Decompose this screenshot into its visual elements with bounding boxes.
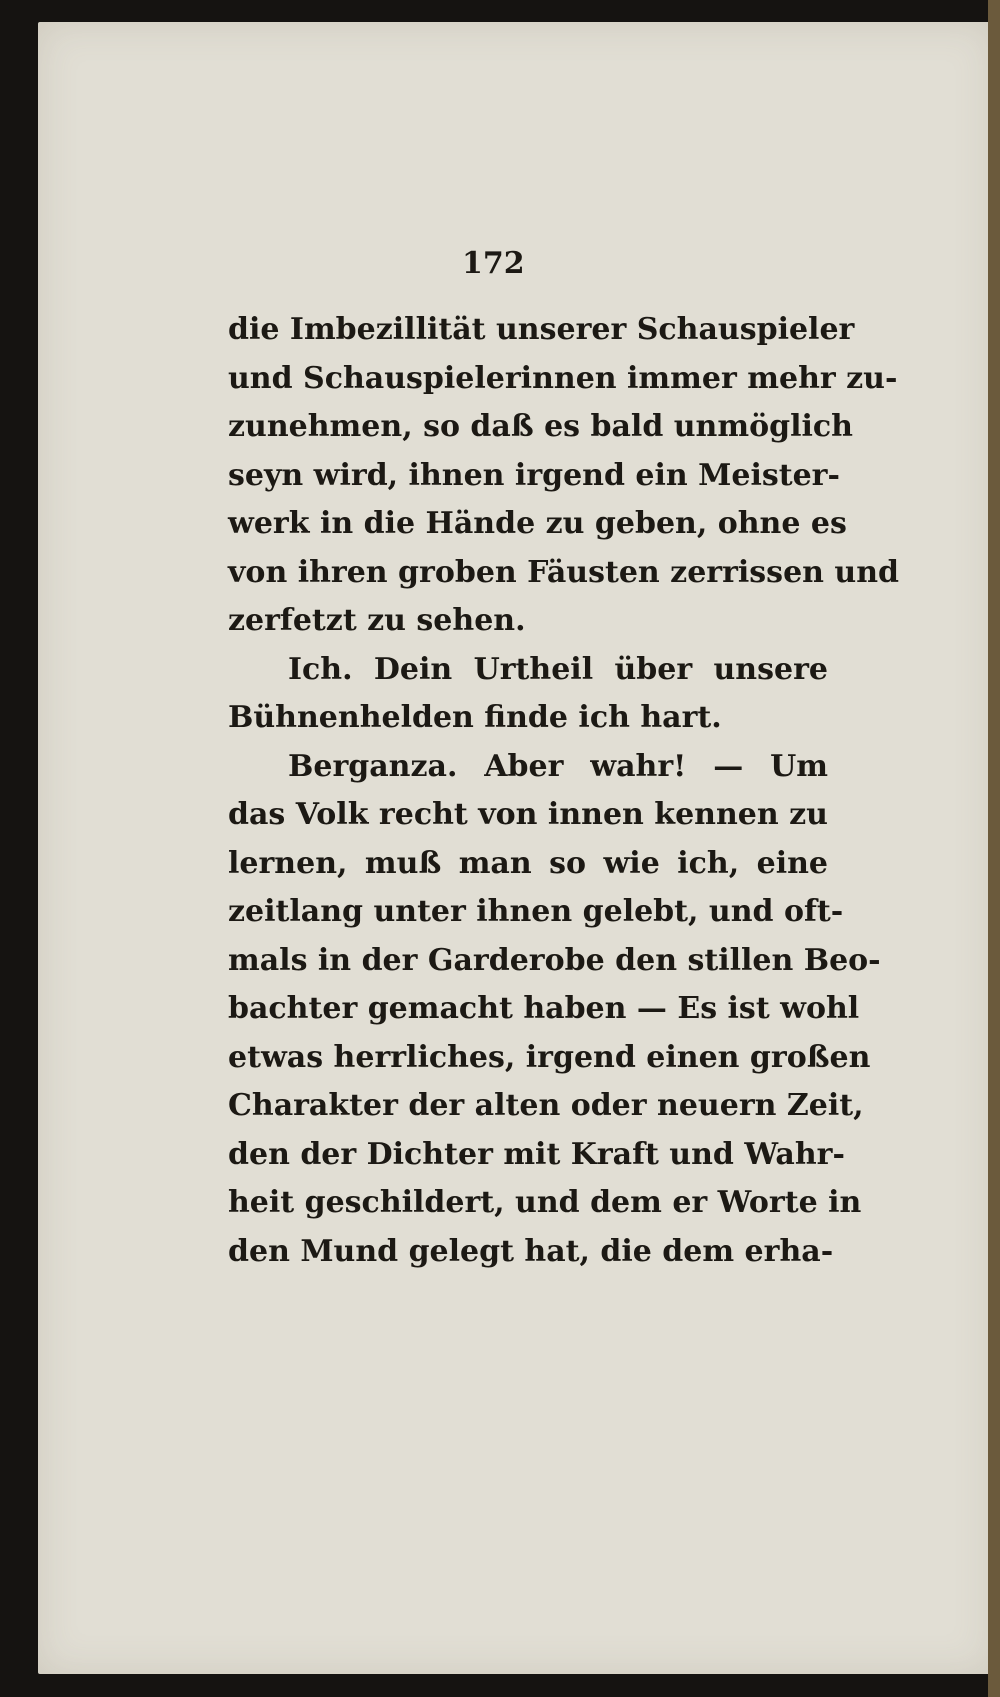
text-line: seyn wird, ihnen irgend ein Meister- [228, 457, 840, 493]
text-line: von ihren groben Fäusten zerrissen und [228, 554, 900, 590]
text-line: zerfetzt zu sehen. [228, 603, 526, 638]
dialogue-line: Ich. Dein Urtheil über unsere [288, 651, 828, 687]
text-line: mals in der Garderobe den stillen Beo- [228, 942, 881, 978]
text-line: die Imbezillität unserer Schauspieler [228, 312, 855, 347]
text-line: bachter gemacht haben — Es ist wohl [228, 991, 860, 1026]
page-number: 172 [462, 246, 525, 281]
text-line: Bühnenhelden finde ich hart. [228, 700, 722, 735]
text-line: und Schauspielerinnen immer mehr zu- [228, 360, 898, 396]
book-edge [988, 0, 1000, 1697]
text-line: den Mund gelegt hat, die dem erha- [228, 1233, 834, 1269]
text-line: lernen, muß man so wie ich, eine [228, 845, 828, 881]
text-line: etwas herrliches, irgend einen großen [228, 1039, 871, 1075]
text-line: werk in die Hände zu geben, ohne es [228, 506, 847, 541]
text-line: den der Dichter mit Kraft und Wahr- [228, 1136, 845, 1172]
text-line: Charakter der alten oder neuern Zeit, [228, 1088, 864, 1123]
text-line: zunehmen, so daß es bald unmöglich [228, 409, 853, 444]
body-text [228, 306, 900, 1276]
text-line: zeitlang unter ihnen gelebt, und oft- [228, 894, 844, 929]
text-line: das Volk recht von innen kennen zu [228, 797, 828, 832]
text-line: heit geschildert, und dem er Worte in [228, 1185, 862, 1220]
dialogue-line: Berganza. Aber wahr! — Um [288, 748, 828, 784]
